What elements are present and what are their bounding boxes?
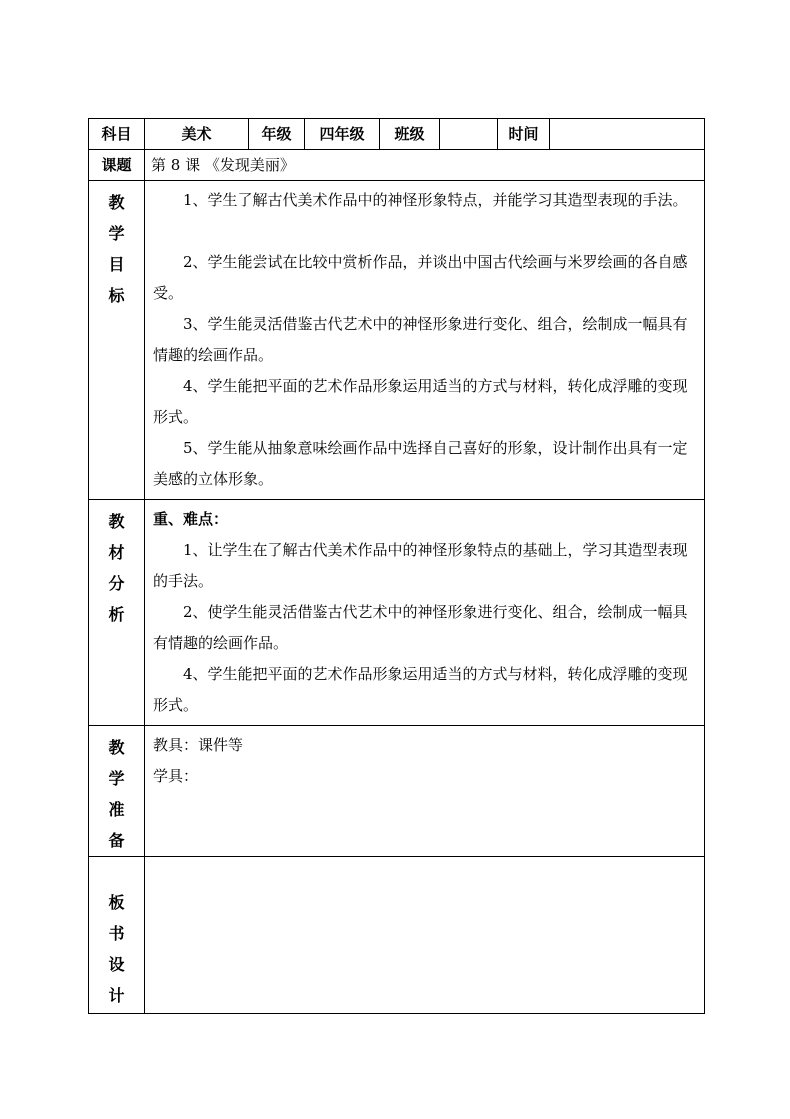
preparation-label-char: 学	[108, 769, 125, 788]
objectives-label	[89, 181, 145, 500]
grade-value: 四年级	[305, 119, 380, 150]
preparation-row	[89, 726, 705, 857]
subject-label: 科目	[89, 119, 145, 150]
objective-item: 5、学生能从抽象意味绘画作品中选择自己喜好的形象，设计制作出具有一定美感的立体形象。	[153, 439, 688, 488]
class-label: 班级	[380, 119, 440, 150]
board-row	[89, 857, 705, 1014]
objectives-content	[145, 181, 705, 500]
objectives-row	[89, 181, 705, 500]
objectives-label-char: 标	[108, 286, 125, 305]
objective-item: 3、学生能灵活借鉴古代艺术中的神怪形象进行变化、组合，绘制成一幅具有情趣的绘画作品。	[153, 315, 688, 364]
preparation-content	[145, 726, 705, 857]
lesson-row	[89, 150, 705, 181]
objective-item: 2、学生能尝试在比较中赏析作品，并谈出中国古代绘画与米罗绘画的各自感受。	[153, 253, 688, 302]
lesson-label: 课题	[89, 150, 145, 181]
board-label-char: 板	[108, 893, 125, 912]
grade-label: 年级	[249, 119, 305, 150]
objectives-label-char: 教	[108, 193, 125, 212]
objective-item: 1、学生了解古代美术作品中的神怪形象特点，并能学习其造型表现的手法。	[183, 191, 688, 209]
analysis-item: 4、学生能把平面的艺术作品形象运用适当的方式与材料，转化成浮雕的变现形式。	[153, 665, 688, 714]
board-content[interactable]	[145, 857, 705, 1014]
objective-item: 4、学生能把平面的艺术作品形象运用适当的方式与材料，转化成浮雕的变现形式。	[153, 377, 688, 426]
board-label-char: 书	[108, 924, 125, 943]
analysis-content	[145, 500, 705, 726]
preparation-label-char: 教	[108, 738, 125, 757]
lesson-title: 第 8 课 《发现美丽》	[145, 150, 705, 181]
header-row	[89, 119, 705, 150]
analysis-label	[89, 500, 145, 726]
board-label-char: 设	[108, 955, 125, 974]
analysis-label-char: 材	[108, 543, 125, 562]
board-label	[89, 857, 145, 1014]
time-label: 时间	[498, 119, 550, 150]
time-value[interactable]	[550, 119, 705, 150]
analysis-item: 2、使学生能灵活借鉴古代艺术中的神怪形象进行变化、组合，绘制成一幅具有情趣的绘画作品。	[153, 603, 688, 652]
lesson-plan-table	[88, 118, 705, 1014]
board-label-char: 计	[108, 986, 125, 1005]
student-tools: 学具：	[153, 767, 199, 785]
preparation-label-char: 备	[108, 831, 125, 850]
class-value[interactable]	[440, 119, 498, 150]
analysis-label-char: 教	[108, 512, 125, 531]
analysis-row	[89, 500, 705, 726]
objectives-label-char: 目	[108, 255, 125, 274]
objectives-label-char: 学	[108, 224, 125, 243]
analysis-label-char: 析	[108, 605, 125, 624]
analysis-label-char: 分	[108, 574, 125, 593]
preparation-label-char: 准	[108, 800, 125, 819]
preparation-label	[89, 726, 145, 857]
subject-value: 美术	[145, 119, 249, 150]
teacher-tools: 教具：课件等	[153, 736, 244, 754]
analysis-item: 1、让学生在了解古代美术作品中的神怪形象特点的基础上，学习其造型表现的手法。	[153, 541, 688, 590]
analysis-heading: 重、难点：	[153, 510, 229, 528]
